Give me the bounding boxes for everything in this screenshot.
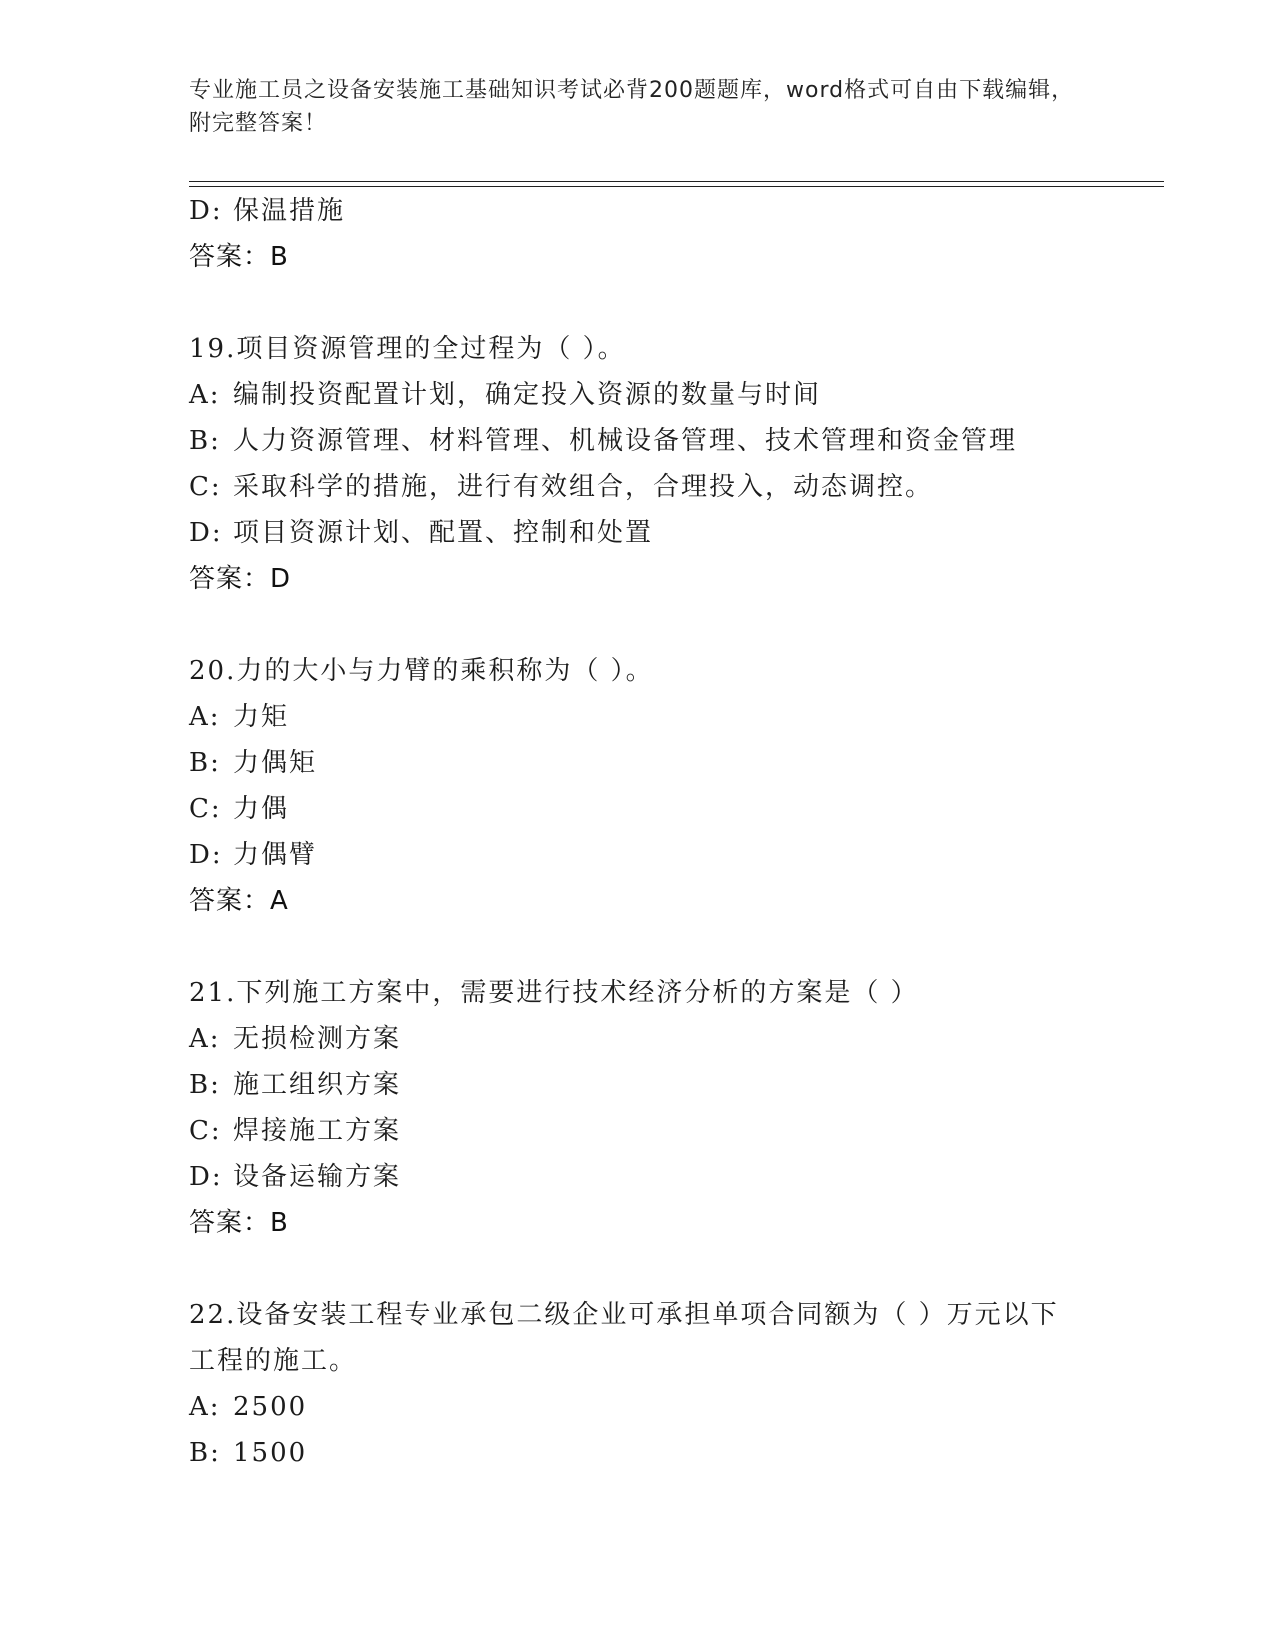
question-19: 19.项目资源管理的全过程为（ ）。: [189, 334, 626, 364]
option-text: 力偶矩: [233, 748, 318, 778]
option-text: 力矩: [233, 702, 290, 732]
option-text: 保温措施: [233, 196, 346, 226]
spacer: [189, 924, 1149, 970]
question-20: 20.力的大小与力臂的乘积称为（ ）。: [189, 656, 654, 686]
answer-line: 答案：A: [189, 886, 289, 916]
option-a: [189, 1384, 1149, 1430]
option-c: [189, 464, 1149, 510]
option-a: [189, 1016, 1149, 1062]
option-text: 采取科学的措施，进行有效组合，合理投入，动态调控。: [233, 472, 934, 502]
answer-line: 答案：D: [189, 564, 292, 594]
option-text: 力偶: [233, 794, 290, 824]
option-text: 2500: [233, 1392, 308, 1422]
option-label: D:: [189, 196, 223, 226]
option-text: 1500: [233, 1438, 308, 1468]
question-list: [189, 188, 1149, 1476]
document-header: [189, 74, 1089, 140]
option-b: [189, 418, 1149, 464]
option-label: A:: [189, 1392, 221, 1422]
option-d: [189, 510, 1149, 556]
header-divider: [189, 181, 1164, 187]
option-d: [189, 188, 1149, 234]
option-d: [189, 1154, 1149, 1200]
option-c: [189, 1108, 1149, 1154]
answer-line: 答案：B: [189, 242, 289, 272]
option-label: A:: [189, 380, 221, 410]
option-label: A:: [189, 1024, 221, 1054]
option-text: 施工组织方案: [233, 1070, 402, 1100]
option-b: [189, 740, 1149, 786]
option-a: [189, 694, 1149, 740]
spacer: [189, 602, 1149, 648]
option-label: D:: [189, 840, 223, 870]
option-text: 焊接施工方案: [233, 1116, 402, 1146]
option-d: [189, 832, 1149, 878]
spacer: [189, 280, 1149, 326]
option-label: C:: [189, 794, 222, 824]
spacer: [189, 1246, 1149, 1292]
option-label: C:: [189, 472, 222, 502]
option-label: B:: [189, 748, 221, 778]
option-text: 无损检测方案: [233, 1024, 402, 1054]
option-label: C:: [189, 1116, 222, 1146]
option-text: 项目资源计划、配置、控制和处置: [233, 518, 654, 548]
option-label: B:: [189, 1070, 221, 1100]
option-label: A:: [189, 702, 221, 732]
option-label: D:: [189, 518, 223, 548]
option-label: B:: [189, 1438, 221, 1468]
header-title: 专业施工员之设备安装施工基础知识考试必背200题题库，word格式可自由下载编辑，附完整答案！: [189, 78, 1075, 136]
option-text: 设备运输方案: [233, 1162, 402, 1192]
option-label: D:: [189, 1162, 223, 1192]
option-text: 人力资源管理、材料管理、机械设备管理、技术管理和资金管理: [233, 426, 1018, 456]
option-b: [189, 1430, 1149, 1476]
option-label: B:: [189, 426, 221, 456]
answer-line: 答案：B: [189, 1208, 289, 1238]
question-22: 22.设备安装工程专业承包二级企业可承担单项合同额为（ ）万元以下工程的施工。: [189, 1300, 1059, 1376]
option-b: [189, 1062, 1149, 1108]
option-text: 编制投资配置计划，确定投入资源的数量与时间: [233, 380, 822, 410]
question-21: 21.下列施工方案中，需要进行技术经济分析的方案是（ ）: [189, 978, 919, 1008]
option-a: [189, 372, 1149, 418]
option-text: 力偶臂: [233, 840, 318, 870]
option-c: [189, 786, 1149, 832]
